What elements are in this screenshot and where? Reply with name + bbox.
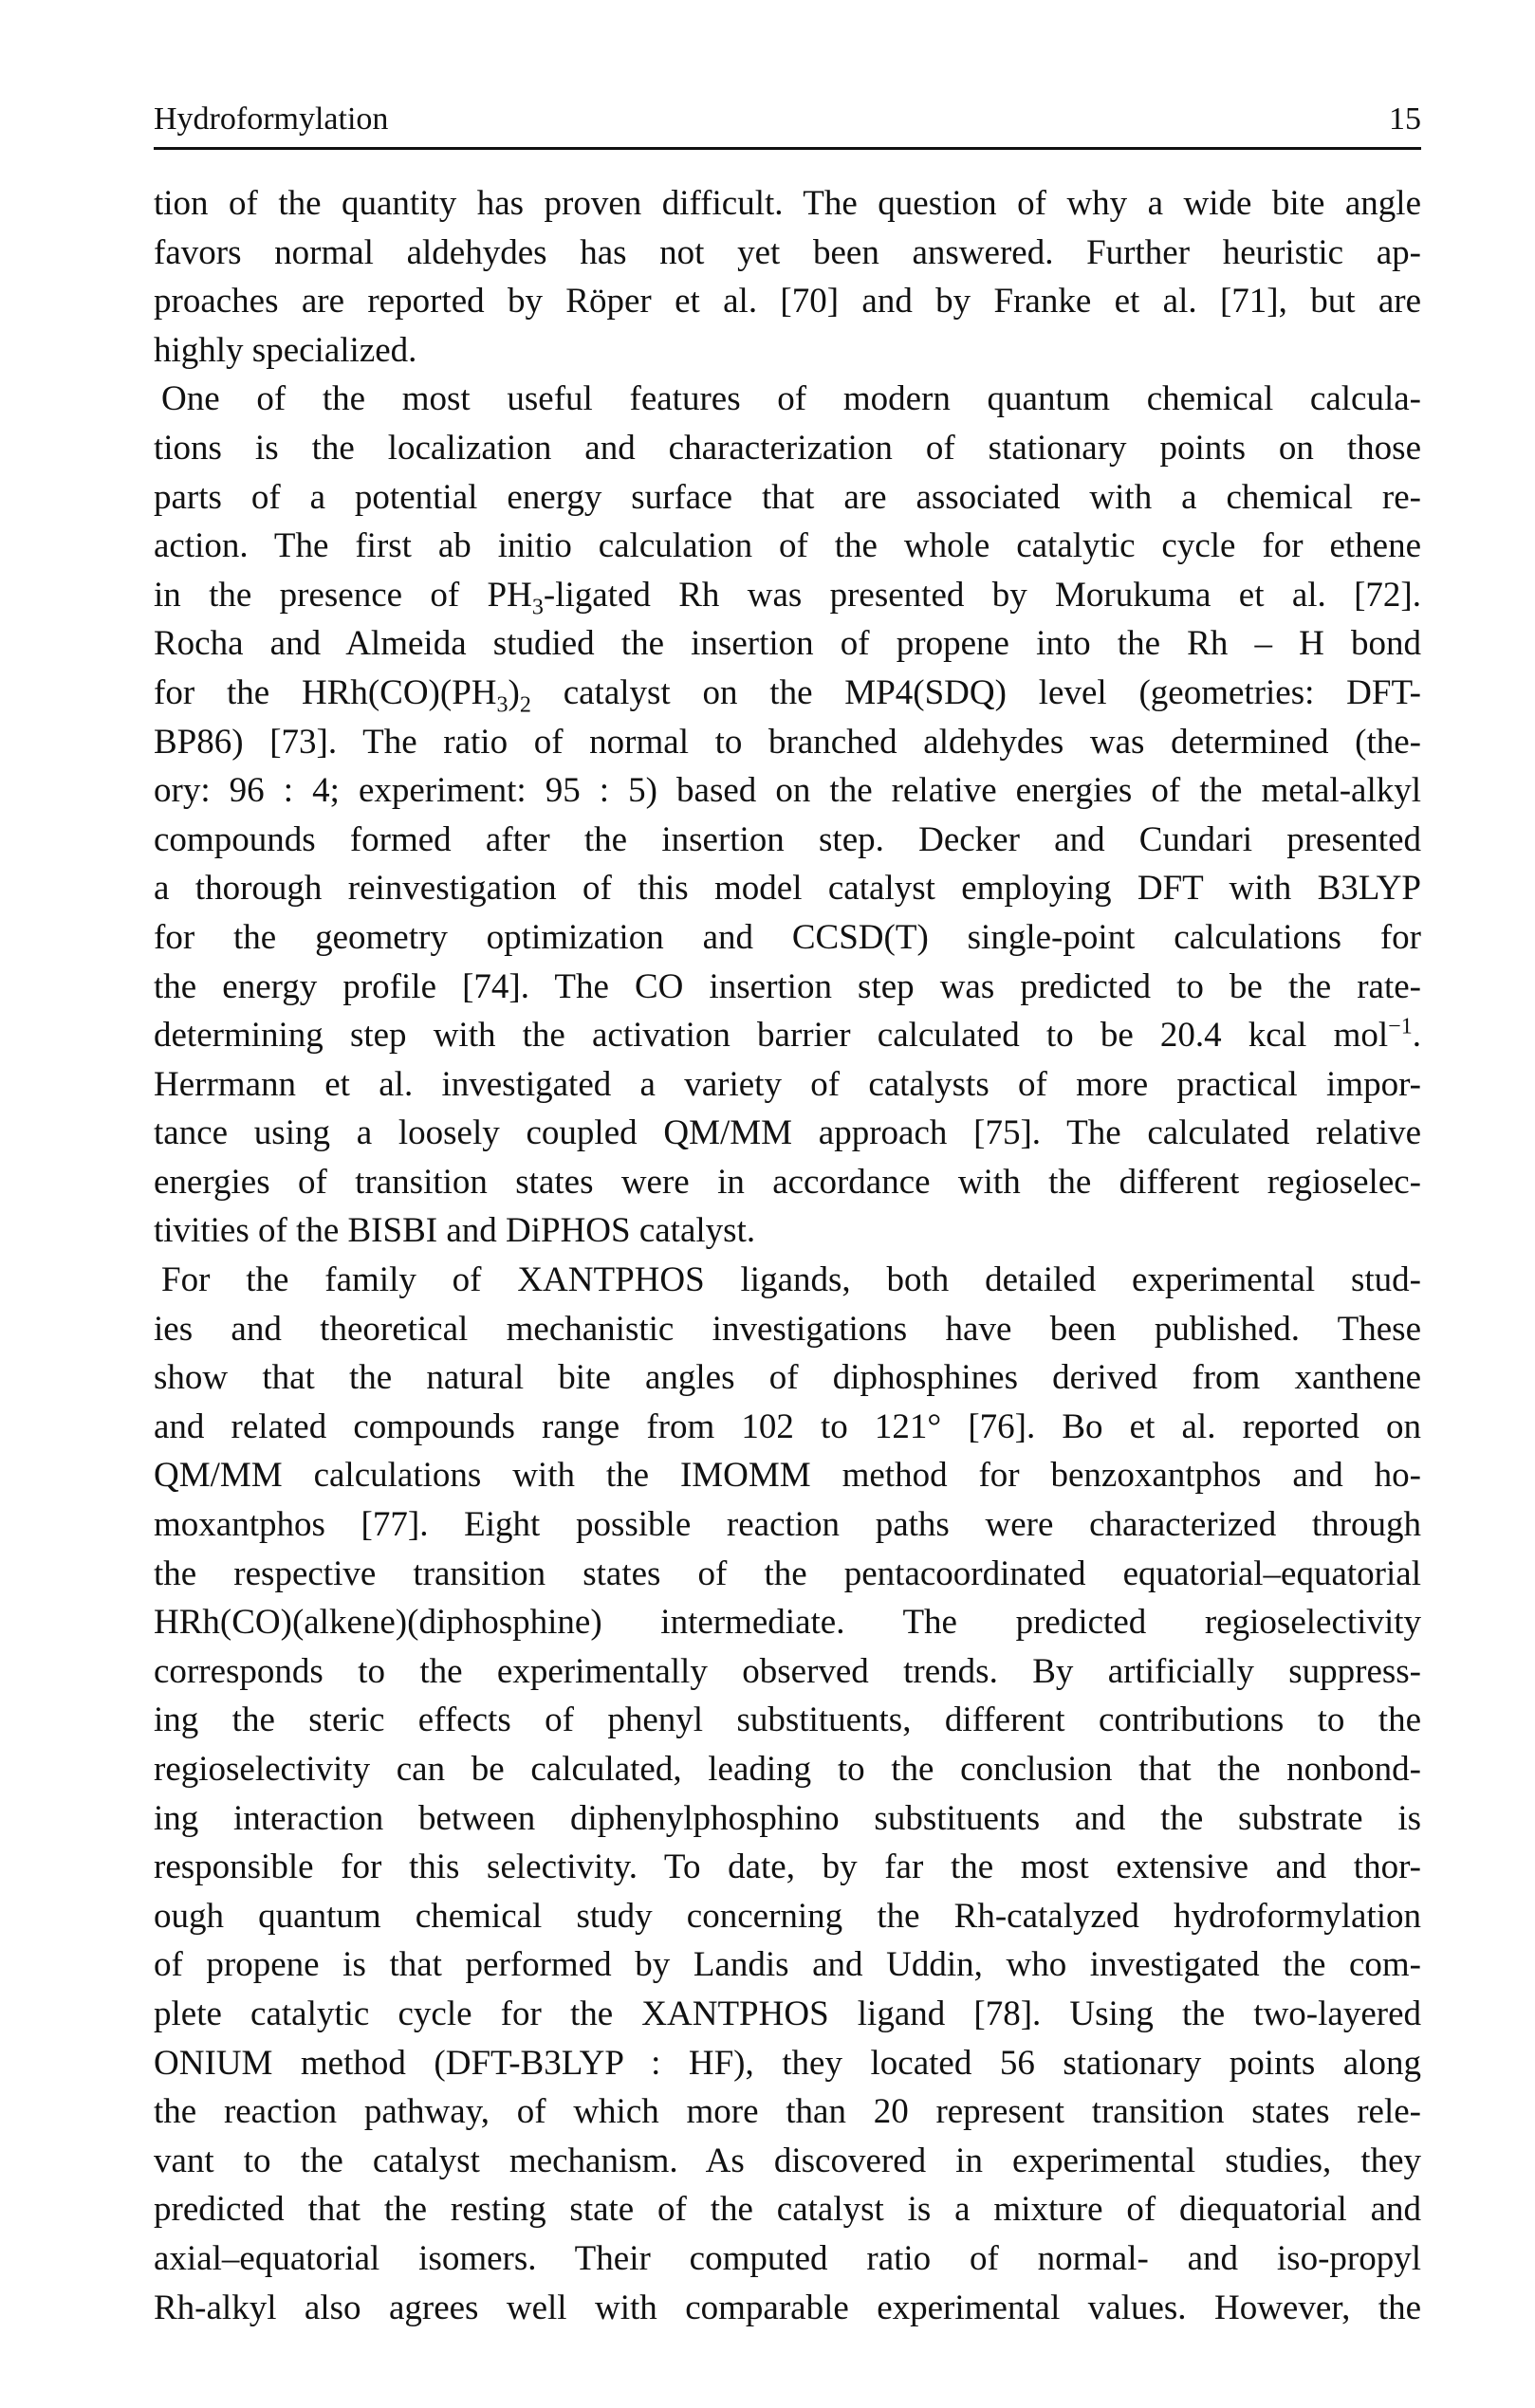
text-line: corresponds to the experimentally observed trends. By artificially suppress- xyxy=(154,1651,1421,1691)
text-line: responsible for this selectivity. To date, by far the most extensive and thor- xyxy=(154,1847,1421,1887)
text-line: regioselectivity can be calculated, leading to the conclusion that the nonbond- xyxy=(154,1750,1421,1789)
text-line: ies and theoretical mechanistic investigations have been published. These xyxy=(154,1309,1421,1349)
text-line: tions is the localization and characterization of stationary points on those xyxy=(154,428,1421,468)
text-line: parts of a potential energy surface that are associated with a chemical re- xyxy=(154,477,1421,517)
text-segment: catalyst on the MP4(SDQ) level (geometries: DFT- xyxy=(530,672,1421,712)
text-line: Rocha and Almeida studied the insertion of propene into the Rh – H bond xyxy=(154,624,1421,664)
running-header xyxy=(154,99,1421,140)
text-line: vant to the catalyst mechanism. As discovered in experimental studies, they xyxy=(154,2141,1421,2180)
text-line: and related compounds range from 102 to 121° [76]. Bo et al. reported on xyxy=(154,1406,1421,1446)
text-line: ing the steric effects of phenyl substituents, different contributions to the xyxy=(154,1700,1421,1740)
text-segment: determining step with the activation barrier calculated to be 20.4 kcal mol xyxy=(154,1016,1389,1056)
subscript: 3 xyxy=(531,595,544,620)
text-line: for the geometry optimization and CCSD(T) single-point calculations for xyxy=(154,917,1421,957)
text-line: For the family of XANTPHOS ligands, both detailed experimental stud- xyxy=(161,1260,1421,1300)
text-line xyxy=(154,669,1421,718)
supscript: −1 xyxy=(1388,1014,1413,1039)
text-line: HRh(CO)(alkene)(diphosphine) intermediate. The predicted regioselectivity xyxy=(154,1603,1421,1643)
text-line: axial–equatorial isomers. Their computed ratio of normal- and iso-propyl xyxy=(154,2238,1421,2278)
text-line: predicted that the resting state of the catalyst is a mixture of diequatorial and xyxy=(154,2190,1421,2230)
text-line: plete catalytic cycle for the XANTPHOS ligand [78]. Using the two-layered xyxy=(154,1994,1421,2033)
subscript: 3 xyxy=(496,692,509,718)
running-title: Hydroformylation xyxy=(154,101,389,137)
text-line: Rh-alkyl also agrees well with comparable experimental values. However, the xyxy=(154,2288,1421,2327)
text-segment: in the presence of PH xyxy=(154,575,532,615)
text-line: ory: 96 : 4; experiment: 95 : 5) based on the relative energies of the metal-alkyl xyxy=(154,771,1421,811)
text-line xyxy=(154,571,1421,620)
text-line: tance using a loosely coupled QM/MM approach [75]. The calculated relative xyxy=(154,1113,1421,1153)
text-line: a thorough reinvestigation of this model catalyst employing DFT with B3LYP xyxy=(154,869,1421,909)
text-line: favors normal aldehydes has not yet been answered. Further heuristic ap- xyxy=(154,232,1421,272)
text-line: tivities of the BISBI and DiPHOS catalyst. xyxy=(154,1211,756,1251)
text-line: of propene is that performed by Landis and Uddin, who investigated the com- xyxy=(154,1945,1421,1985)
text-line: QM/MM calculations with the IMOMM method for benzoxantphos and ho- xyxy=(154,1456,1421,1496)
text-segment: . xyxy=(1412,1016,1421,1056)
text-line: BP86) [73]. The ratio of normal to branched aldehydes was determined (the- xyxy=(154,722,1421,762)
text-line: One of the most useful features of modern quantum chemical calcula- xyxy=(161,379,1421,419)
text-line: energies of transition states were in accordance with the different regioselec- xyxy=(154,1162,1421,1202)
text-line: Herrmann et al. investigated a variety of catalysts of more practical impor- xyxy=(154,1064,1421,1104)
text-line: ough quantum chemical study concerning the Rh-catalyzed hydroformylation xyxy=(154,1896,1421,1936)
text-line: ing interaction between diphenylphosphino substituents and the substrate is xyxy=(154,1798,1421,1838)
text-line: tion of the quantity has proven difficult. The question of why a wide bite angle xyxy=(154,184,1421,223)
text-segment: ) xyxy=(508,672,520,712)
subscript: 2 xyxy=(519,692,531,718)
text-line xyxy=(154,1011,1421,1060)
text-line: action. The first ab initio calculation of the whole catalytic cycle for ethene xyxy=(154,526,1421,566)
text-line: show that the natural bite angles of diphosphines derived from xanthene xyxy=(154,1358,1421,1398)
text-line: proaches are reported by Röper et al. [70] and by Franke et al. [71], but are xyxy=(154,282,1421,322)
text-line: compounds formed after the insertion step. Decker and Cundari presented xyxy=(154,819,1421,859)
text-line: highly specialized. xyxy=(154,330,417,370)
page-number: 15 xyxy=(1389,101,1421,137)
header-rule xyxy=(154,147,1421,150)
text-line: the respective transition states of the pentacoordinated equatorial–equatorial xyxy=(154,1553,1421,1593)
text-line: the reaction pathway, of which more than 20 represent transition states rele- xyxy=(154,2092,1421,2132)
text-segment: for the HRh(CO)(PH xyxy=(154,672,497,712)
text-line: the energy profile [74]. The CO insertion step was predicted to be the rate- xyxy=(154,966,1421,1006)
text-segment: -ligated Rh was presented by Morukuma et al. [72]. xyxy=(543,575,1421,615)
text-line: ONIUM method (DFT-B3LYP : HF), they located 56 stationary points along xyxy=(154,2043,1421,2083)
body-text xyxy=(154,179,1421,2332)
text-line: moxantphos [77]. Eight possible reaction paths were characterized through xyxy=(154,1505,1421,1545)
